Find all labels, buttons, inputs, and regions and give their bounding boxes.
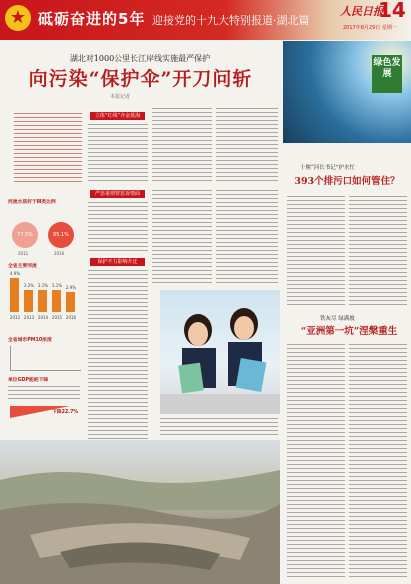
body-column-6 <box>152 190 212 285</box>
photo-caption <box>160 418 278 438</box>
green-development-box: 绿色发展 <box>372 55 402 93</box>
info-title-water: 河流水质好于Ⅲ类比例 <box>8 200 56 205</box>
children-illustration <box>160 290 280 414</box>
right-body-2b <box>349 344 407 579</box>
water-quality-2011: 77.5% <box>12 222 38 248</box>
bar <box>10 278 19 312</box>
rivers-bar-chart <box>10 272 80 326</box>
info-title-pm10: 全省城市PM10浓度 <box>8 338 52 343</box>
main-byline: 本报记者 <box>110 94 131 100</box>
bar-value-label: 2.9% <box>65 285 77 290</box>
main-kicker: 湖北对1000公里长江岸线实施最严保护 <box>69 54 211 63</box>
energy-drop-value: 下降22.7% <box>52 410 79 415</box>
right-body-1a <box>287 196 345 308</box>
party-emblem-icon: ★ <box>5 5 31 31</box>
page-number: 14 <box>378 0 406 22</box>
body-column-2 <box>152 108 212 182</box>
bar <box>52 290 61 312</box>
bar-year-label: 2012 <box>9 315 21 320</box>
water-quality-2016: 85.1% <box>48 222 74 248</box>
mine-landscape-photo <box>0 440 280 584</box>
info-title-energy: 单位GDP能耗下降 <box>8 378 49 383</box>
subhead-2: 严惩重则罪惩诉情面 <box>90 190 145 198</box>
bar-year-label: 2013 <box>23 315 35 320</box>
main-headline: 向污染“保护伞”开刀问斩 <box>28 68 253 90</box>
bar-value-label: 3.2% <box>23 283 35 288</box>
right-headline-2: “亚洲第一坑”涅槃重生 <box>300 326 398 337</box>
info-title-rivers: 全省主要河流 <box>8 264 37 269</box>
body-column-7 <box>216 190 278 285</box>
bar-year-label: 2015 <box>51 315 63 320</box>
masthead-slogan: 砥砺奋进的5年 <box>38 10 146 28</box>
bar <box>66 292 75 312</box>
pm10-chart <box>10 346 81 371</box>
bar-year-label: 2016 <box>65 315 77 320</box>
body-column-1 <box>88 124 148 182</box>
body-column-4 <box>88 202 148 252</box>
right-kicker-1: 十堰“河长书记”护水忙 <box>300 165 356 171</box>
intro-text-column <box>14 113 82 183</box>
landscape-illustration <box>0 440 280 584</box>
year-label: 2011 <box>18 251 29 256</box>
subhead-1: 立体“红线”齐金蓝海 <box>90 112 145 120</box>
bar <box>24 290 33 312</box>
body-column-5 <box>88 270 148 440</box>
bar-value-label: 4.9% <box>9 271 21 276</box>
children-photo <box>160 290 280 414</box>
newspaper-logo: 人民日报 <box>340 5 384 18</box>
right-body-2a <box>287 344 345 579</box>
subhead-3: 保护不力影响升迁 <box>90 258 145 266</box>
right-headline-1: 393个排污口如何管住？ <box>294 176 400 187</box>
bar <box>38 290 47 312</box>
energy-text <box>8 386 80 402</box>
right-body-1b <box>349 196 407 308</box>
bar-value-label: 3.1% <box>37 283 49 288</box>
year-label: 2016 <box>54 251 65 256</box>
bar-year-label: 2014 <box>37 315 49 320</box>
body-column-3 <box>216 108 278 182</box>
bar-value-label: 3.1% <box>51 283 63 288</box>
masthead-subtitle: 迎接党的十九大特别报道·湖北篇 <box>152 14 310 27</box>
right-kicker-2: 铁灰尽 绿满坡 <box>320 316 355 322</box>
dateline: 2017年8月29日 星期一 <box>343 25 397 31</box>
